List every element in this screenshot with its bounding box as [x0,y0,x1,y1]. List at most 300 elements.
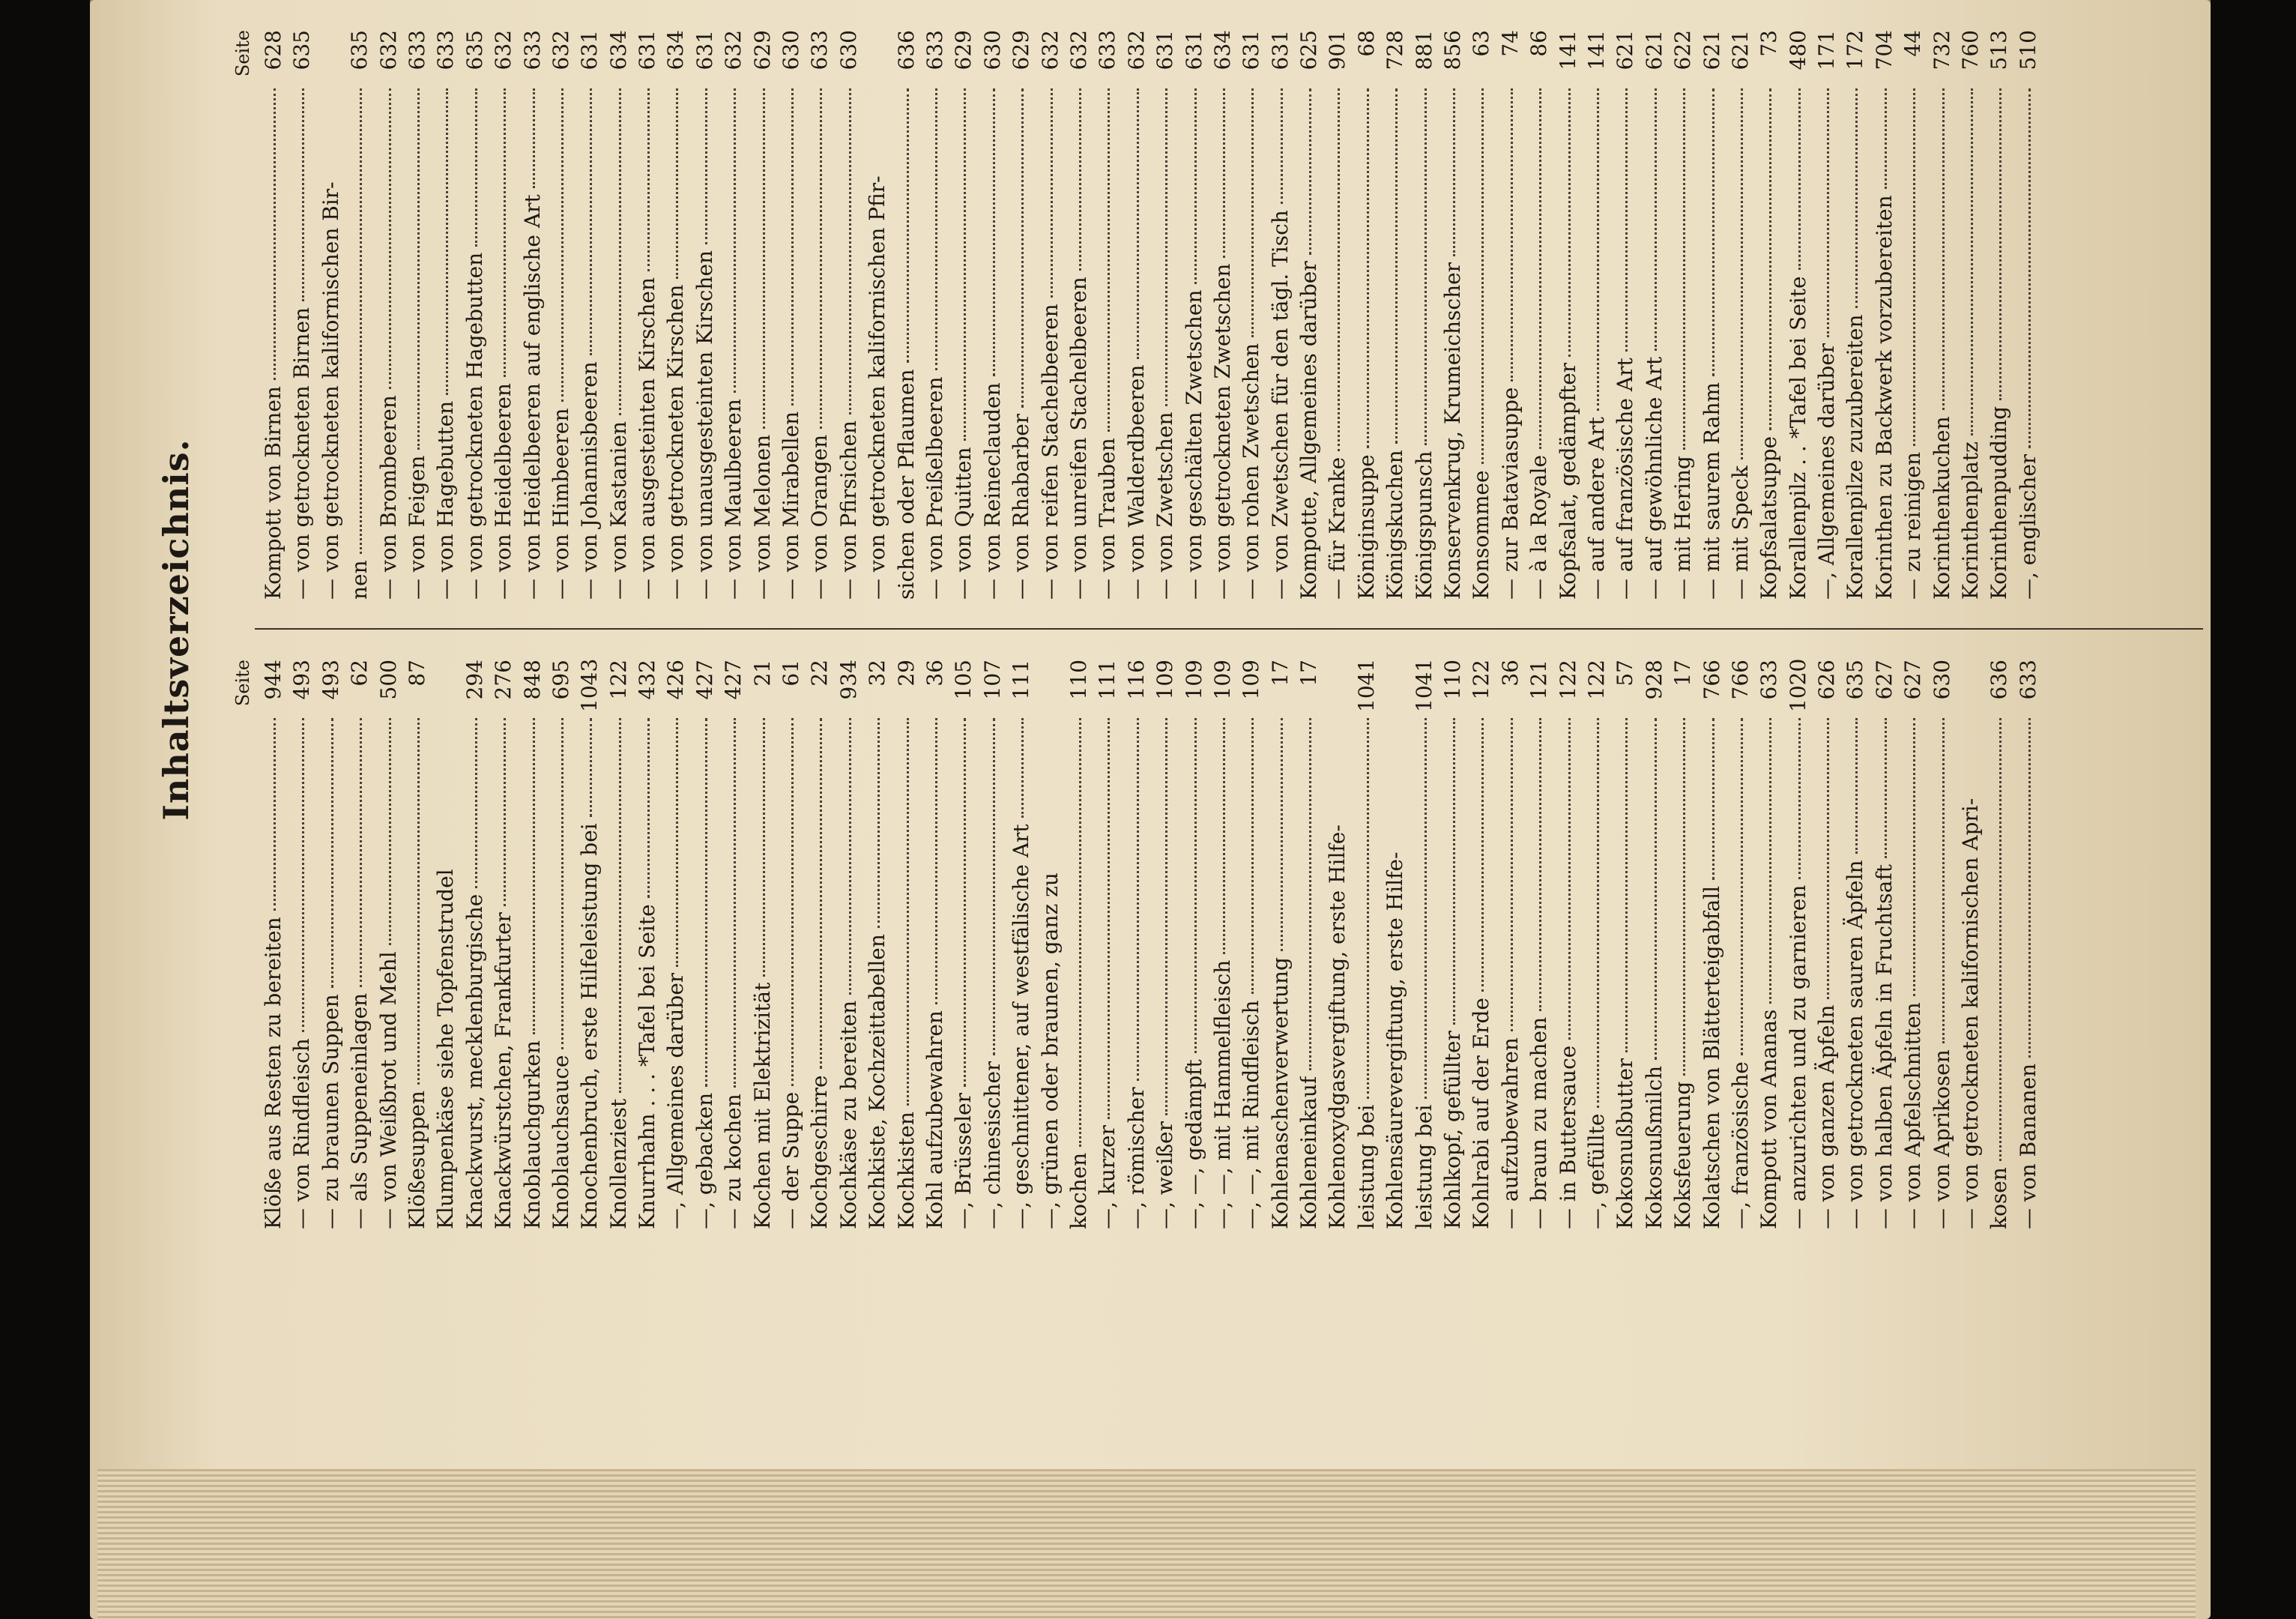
dot-leader [676,718,678,967]
dot-leader [1999,718,2002,1161]
index-entry [1353,660,1381,1229]
entry-text: — von Melonen [749,434,775,600]
entry-text: Knackwurst, mecklenburgische [462,893,487,1229]
entry-text: Königskuchen [1383,450,1408,600]
index-entry [979,30,1007,600]
entry-text: —, römischer [1123,1087,1149,1229]
entry-page-number: 632 [375,30,401,70]
dot-leader [1683,88,1685,450]
entry-text: Korallenpilz . . *Tafel bei Seite [1785,276,1810,600]
index-entry [1669,30,1697,600]
entry-text: Kochkisten [893,1112,919,1229]
entry-text: — von Pfirsichen [836,420,861,600]
dot-leader [1367,718,1369,1099]
index-entry [719,30,748,600]
dot-leader [1021,88,1024,408]
index-entry [1870,30,1899,600]
entry-page-number: 17 [1267,660,1293,687]
entry-page-number: 141 [1583,30,1609,70]
entry-text: — braun zu machen [1526,1016,1552,1229]
index-entry [1755,30,1783,600]
entry-text: — auf gewöhnliche Art [1641,356,1667,600]
dot-leader [1971,88,1973,435]
entry-page-number: 881 [1411,30,1436,70]
dot-leader [1539,718,1541,1011]
index-entry [863,30,892,600]
entry-page-number: 1043 [577,658,602,712]
dot-leader [1999,88,2002,400]
entry-text: Königinsuppe [1353,454,1379,600]
entry-text: Kokosnußmilch [1641,1065,1667,1229]
index-entry [921,660,949,1229]
index-entry [806,30,834,600]
entry-text: —, weißer [1152,1121,1178,1229]
entry-page-number: 635 [289,30,315,70]
page-column-header: Seite [232,30,253,77]
entry-text: — von getrockneten kalifornischen Pfir- [865,175,890,600]
index-entry [403,30,432,600]
dot-leader [935,88,937,370]
entry-page-number: 86 [1526,30,1552,57]
index-entry [317,660,345,1229]
entry-page-number: 74 [1497,30,1523,57]
entry-text: Kochkiste, Kochzeittabellen [865,934,890,1229]
entry-text: — von Weißbrot und Mehl [375,951,401,1229]
index-entry [1323,660,1352,1229]
entry-text: Kohlrabi auf der Erde [1469,998,1494,1229]
index-entry [806,660,834,1229]
entry-page-number: 493 [289,660,315,700]
dot-leader [619,88,621,415]
index-entry [259,660,288,1229]
index-entry [1669,660,1697,1229]
entry-text: Kopfsalatsuppe [1756,435,1782,600]
entry-page-number: 1020 [1785,658,1810,712]
entry-text: Klöße aus Resten zu bereiten [261,917,286,1229]
index-entry [1611,30,1640,600]
entry-text: — auf französische Art [1613,358,1638,600]
dot-leader [907,88,909,363]
entry-text: — von unausgesteinten Kirschen [692,250,717,600]
entry-text: — von Zwetschen für den tägl. Tisch [1267,210,1293,600]
dot-leader [1395,88,1398,444]
entry-text: — auf andere Art [1583,417,1609,600]
index-entry [1381,660,1410,1229]
entry-page-number: 36 [1497,660,1523,687]
index-entry [1583,30,1611,600]
index-entry [489,30,518,600]
entry-page-number: 621 [1613,30,1638,70]
index-entry [1525,660,1553,1229]
entry-page-number: 728 [1383,30,1408,70]
index-entry [1583,660,1611,1229]
dot-leader [302,718,304,1032]
dot-leader [1338,88,1340,451]
entry-page-number: 633 [404,30,429,70]
entry-page-number: 704 [1871,30,1897,70]
dot-leader [360,718,362,987]
entry-text: — von Quitten [951,447,976,600]
index-entry [1093,30,1122,600]
dot-leader [302,88,304,301]
entry-text: Klößesuppen [404,1091,429,1229]
index-entry [1813,30,1841,600]
index-entry [1870,660,1899,1229]
entry-text: Knackwürstchen, Frankfurter [491,912,516,1229]
entry-page-number: 622 [1670,30,1696,70]
index-entry [259,30,288,600]
entry-text: — als Suppeneinlagen [347,992,372,1229]
dot-leader [763,718,765,977]
entry-page-number: 627 [1900,660,1926,700]
entry-page-number: 62 [347,660,372,687]
entry-text: —, Allgemeines darüber [663,972,689,1229]
index-entry [1180,660,1209,1229]
entry-page-number: 634 [1209,30,1235,70]
entry-text: Kohlenaschenverwertung [1267,957,1293,1229]
dot-leader [533,88,535,188]
entry-text: —, geschnittener, auf westfälische Art [1009,824,1034,1229]
entry-text: Korinthenpudding [1987,405,2012,600]
dot-leader [676,88,678,279]
index-entry [1755,660,1783,1229]
index-page [150,30,2248,1229]
index-entry [605,30,633,600]
index-entry [1295,30,1323,600]
dot-leader [1913,718,1915,996]
index-entry [1209,30,1237,600]
dot-leader [964,718,966,1087]
index-entry [1957,30,1985,600]
entry-page-number: 122 [605,660,631,700]
dot-leader [1021,718,1024,818]
index-entry [1007,660,1036,1229]
dot-leader [705,718,707,1087]
index-entry [1439,30,1467,600]
index-entry [1065,30,1093,600]
dot-leader [1568,718,1571,1040]
entry-page-number: 1041 [1411,658,1436,712]
entry-text: Kolatschen von Blätterteigabfall [1699,885,1724,1229]
entry-text: Knollenziest [605,1098,631,1229]
dot-leader [1137,718,1139,1081]
entry-text: — von getrockneten Kirschen [663,284,689,600]
index-entry [1381,30,1410,600]
entry-page-number: 1041 [1353,658,1379,712]
entry-page-number: 928 [1641,660,1667,700]
dot-leader [1798,88,1801,270]
entry-page-number: 111 [1009,660,1034,700]
entry-text: — anzurichten und zu garnieren [1785,884,1810,1229]
index-entry [1065,660,1093,1229]
entry-text: Kompott von Birnen [261,386,286,600]
entry-text: —, Brüsseler [951,1092,976,1229]
dot-leader [417,88,420,450]
dot-leader [1827,88,1829,337]
entry-page-number: 276 [491,660,516,700]
entry-page-number: 621 [1727,30,1753,70]
index-entry [633,660,662,1229]
entry-text: Korinthenplatz [1958,441,1984,600]
entry-text: leistung bei [1411,1104,1436,1229]
index-entry [1899,30,1927,600]
dot-leader [1223,88,1225,258]
dot-leader [820,88,822,429]
index-entry [749,30,777,600]
index-entry [1784,30,1813,600]
dot-leader [1194,718,1197,1053]
entry-text: — von ausgesteinten Kirschen [635,277,660,600]
entry-page-number: 36 [922,660,947,687]
entry-text: — von Kastanien [605,420,631,600]
entry-page-number: 630 [779,30,804,70]
dot-leader [1655,718,1657,1060]
entry-page-number: 766 [1727,660,1753,700]
index-entry [1295,660,1323,1229]
entry-text: Kochkäse zu bereiten [836,1000,861,1229]
entry-text: Kompott von Ananas [1756,1009,1782,1229]
dot-leader [1309,718,1311,1070]
dot-leader [1281,88,1283,204]
entry-page-number: 510 [2015,30,2040,70]
dot-leader [1309,88,1311,255]
entry-page-number: 631 [1181,30,1206,70]
entry-page-number: 632 [548,30,573,70]
dot-leader [1453,718,1455,1025]
dot-leader [1855,88,1858,308]
entry-page-number: 635 [347,30,372,70]
entry-page-number: 626 [1814,660,1840,700]
entry-text: — von Zwetschen [1152,411,1178,600]
dot-leader [1425,718,1427,1099]
dot-leader [1798,718,1801,879]
dot-leader [1481,718,1484,992]
index-entry [575,660,604,1229]
index-entry [777,660,806,1229]
entry-page-number: 109 [1239,660,1264,700]
index-entry [575,30,604,600]
index-entry [345,660,374,1229]
index-entry [835,660,863,1229]
index-entry [461,660,489,1229]
entry-page-number: 628 [261,30,286,70]
dot-leader [1539,88,1541,449]
entry-text: — aufzubewahren [1497,1037,1523,1229]
dot-leader [964,88,966,441]
entry-page-number: 141 [1555,30,1580,70]
dot-leader [1251,718,1254,994]
entry-page-number: 633 [519,30,545,70]
index-entry [1266,660,1295,1229]
dot-leader [993,88,995,376]
entry-text: Kompotte, Allgemeines darüber [1296,261,1322,600]
entry-text: — zur Bataviasuppe [1497,387,1523,600]
entry-text: —, Allgemeines darüber [1814,343,1840,600]
entry-text: Königspunsch [1411,450,1436,600]
entry-page-number: 633 [433,30,459,70]
entry-text: Kohlensäurevergiftung, erste Hilfe- [1383,851,1408,1229]
entry-page-number: 636 [1987,660,2012,700]
entry-page-number: 630 [979,30,1005,70]
entry-page-number: 630 [1929,660,1954,700]
dot-leader [1655,88,1657,351]
entry-text: — mit saurem Rahm [1699,382,1724,600]
entry-page-number: 110 [1066,660,1091,700]
index-entry [1899,660,1927,1229]
index-entry [863,660,892,1229]
dot-leader [475,718,477,888]
index-entry [1036,30,1065,600]
entry-text: — von Heidelbeeren [491,383,516,600]
entry-text: Knurrhahn . . . *Tafel bei Seite [635,904,660,1229]
dot-leader [1079,88,1081,271]
index-entry [892,660,921,1229]
entry-page-number: 632 [721,30,746,70]
dot-leader [647,718,650,898]
dot-leader [533,718,535,1034]
entry-page-number: 32 [865,660,890,687]
index-entry [288,30,316,600]
dot-leader [1251,88,1254,337]
index-entry [1410,660,1439,1229]
index-entry [1180,30,1209,600]
entry-text: — von getrockneten Birnen [289,307,315,600]
dot-leader [1597,718,1599,1108]
index-entry [1841,660,1870,1229]
index-entry [1554,30,1583,600]
index-entry [1467,30,1496,600]
entry-page-number: 427 [692,660,717,700]
entry-text: — zu braunen Suppen [318,994,343,1229]
index-entry [691,30,719,600]
index-entry [1957,660,1985,1229]
entry-text: — von Aprikosen [1929,1049,1954,1229]
dot-leader [849,718,851,995]
dot-leader [1942,88,1945,410]
dot-leader [417,718,420,1085]
entry-text: —, —, mit Rindfleisch [1239,1000,1264,1229]
entry-text: Koksfeuerung [1670,1081,1696,1229]
entry-page-number: 631 [692,30,717,70]
entry-page-number: 631 [1267,30,1293,70]
entry-text: — von rohen Zwetschen [1239,343,1264,600]
entry-page-number: 110 [1440,660,1466,700]
dot-leader [734,718,736,1088]
entry-text: Kopfsalat, gedämpfter [1555,362,1580,600]
entry-text: — von halben Äpfeln in Fruchtsaft [1871,864,1897,1229]
index-entry [432,30,460,600]
entry-text: —, —, gedämpft [1181,1059,1206,1229]
entry-text: — von Feigen [404,455,429,600]
index-entry [1410,30,1439,600]
entry-page-number: 633 [1095,30,1120,70]
entry-page-number: 17 [1296,660,1322,687]
entry-text: —, —, mit Hammelfleisch [1209,959,1235,1229]
entry-page-number: 22 [807,660,833,687]
entry-page-number: 57 [1613,660,1638,687]
index-entry [1640,30,1669,600]
entry-page-number: 87 [404,660,429,687]
dot-leader [590,88,592,355]
index-entry [375,660,403,1229]
index-entry [605,660,633,1229]
index-entry [1353,30,1381,600]
dot-leader [504,718,506,906]
dot-leader [331,718,333,988]
entry-page-number: 61 [779,660,804,687]
entry-text: Knochenbruch, erste Hilfeleistung bei [577,823,602,1229]
entry-text: nen [347,560,372,600]
column-divider [255,628,2203,630]
index-entry [345,30,374,600]
index-entry [1323,30,1352,600]
index-entry [519,660,547,1229]
entry-text: — von Reineclauden [979,382,1005,600]
entry-page-number: 629 [1009,30,1034,70]
entry-text: Knoblauchsauce [548,1055,573,1229]
dot-leader [2028,88,2031,448]
entry-page-number: 633 [922,30,947,70]
index-entry [835,30,863,600]
dot-leader [1425,88,1427,445]
entry-text: — von ganzen Äpfeln [1814,1004,1840,1229]
entry-page-number: 116 [1123,660,1149,700]
dot-leader [1051,88,1053,298]
dot-leader [1165,88,1167,406]
entry-page-number: 107 [979,660,1005,700]
index-entry [777,30,806,600]
index-entry [547,660,575,1229]
entry-page-number: 632 [1037,30,1063,70]
dot-leader [619,718,621,1093]
index-entry [1151,30,1179,600]
page-edges [97,1469,2196,1619]
index-entry [979,660,1007,1229]
entry-text: — von Apfelschnitten [1900,1002,1926,1229]
entry-page-number: 632 [491,30,516,70]
entry-page-number: 766 [1699,660,1724,700]
entry-page-number: 631 [577,30,602,70]
index-entry [1784,660,1813,1229]
entry-text: — von Trauben [1095,438,1120,600]
entry-text: — von getrockneten kalifornischen Apri- [1958,798,1984,1229]
entry-page-number: 633 [2015,660,2040,700]
entry-page-number: 480 [1785,30,1810,70]
entry-text: Kochgeschirre [807,1075,833,1229]
dot-leader [907,718,909,1106]
entry-text: Kohlenoxydgasvergiftung, erste Hilfe- [1325,824,1350,1229]
entry-page-number: 633 [1756,660,1782,700]
entry-text: — der Suppe [779,1091,804,1229]
index-entry [432,660,460,1229]
index-entry [1123,30,1151,600]
dot-leader [1712,718,1715,880]
dot-leader [791,88,794,405]
dot-leader [1885,88,1887,189]
entry-page-number: 513 [1987,30,2012,70]
index-entry [1209,660,1237,1229]
entry-text: — von reifen Stachelbeeren [1037,304,1063,600]
entry-text: — zu reinigen [1900,451,1926,600]
entry-page-number: 44 [1900,30,1926,57]
entry-page-number: 68 [1353,30,1379,57]
entry-text: Klumpenkäse siehe Topfenstrudel [433,869,459,1229]
entry-text: —, gebacken [692,1092,717,1229]
dot-leader [1769,718,1771,1004]
entry-text: — von Bananen [2015,1063,2040,1229]
entry-text: — von Orangen [807,434,833,600]
entry-page-number: 121 [1526,660,1552,700]
